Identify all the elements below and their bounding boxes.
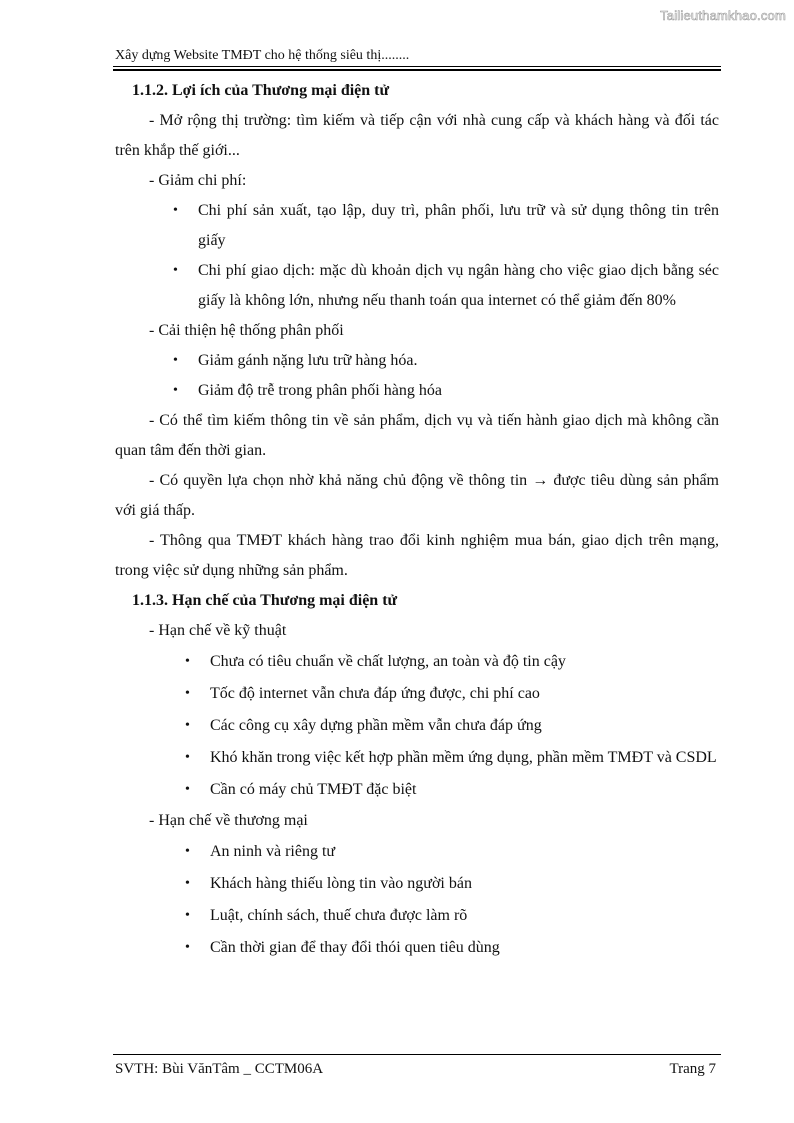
bullet-list <box>115 196 719 316</box>
bullet-icon: • <box>173 383 178 398</box>
dash-item: - Cải thiện hệ thống phân phối <box>149 322 344 339</box>
section-heading-1-1-2: 1.1.2. Lợi ích của Thương mại điện tử <box>132 82 390 99</box>
bullet-item: • Chi phí giao dịch: mặc dù khoản dịch vụ ngân hàng cho việc giao dịch bằng séc giấy là không lớn, nhưng nếu thanh toán qua internet có thể giảm đến 80% <box>115 256 719 316</box>
paragraph: - Mở rộng thị trường: tìm kiếm và tiếp cận với nhà cung cấp và khách hàng và đối tác trên khắp thế giới... <box>115 112 719 159</box>
bullet-item: • An ninh và riêng tư <box>115 836 719 868</box>
bullet-item: • Chi phí sản xuất, tạo lập, duy trì, phân phối, lưu trữ và sử dụng thông tin trên giấy <box>115 196 719 256</box>
bullet-item: • Khách hàng thiếu lòng tin vào người bán <box>115 868 719 900</box>
bullet-icon: • <box>185 844 190 859</box>
bullet-icon: • <box>173 263 178 278</box>
bullet-item: • Giảm gánh nặng lưu trữ hàng hóa. <box>115 346 719 376</box>
section-heading-1-1-3: 1.1.3. Hạn chế của Thương mại điện tử <box>132 592 398 609</box>
paragraph: - Có thể tìm kiếm thông tin về sản phẩm, dịch vụ và tiến hành giao dịch mà không cần quan tâm đến thời gian. <box>115 412 719 459</box>
bullet-icon: • <box>185 686 190 701</box>
running-header: Xây dựng Website TMĐT cho hệ thống siêu thị........ <box>115 48 410 63</box>
document-body <box>115 76 719 964</box>
bullet-icon: • <box>173 353 178 368</box>
bullet-item: • Luật, chính sách, thuế chưa được làm rõ <box>115 900 719 932</box>
footer-rule <box>113 1054 721 1055</box>
bullet-icon: • <box>185 940 190 955</box>
bullet-item: • Chưa có tiêu chuẩn về chất lượng, an toàn và độ tin cậy <box>115 646 719 678</box>
bullet-list <box>115 836 719 964</box>
bullet-item: • Giảm độ trễ trong phân phối hàng hóa <box>115 376 719 406</box>
dash-item: - Hạn chế về kỹ thuật <box>149 622 287 639</box>
bullet-icon: • <box>173 203 178 218</box>
bullet-item: • Cần có máy chủ TMĐT đặc biệt <box>115 774 719 806</box>
header-rule-thick <box>113 69 721 71</box>
dash-item: - Giảm chi phí: <box>149 172 247 189</box>
bullet-icon: • <box>185 718 190 733</box>
watermark: Tailieuthamkhao.com <box>660 8 786 23</box>
bullet-item: • Cần thời gian để thay đổi thói quen tiêu dùng <box>115 932 719 964</box>
bullet-list <box>115 646 719 806</box>
bullet-icon: • <box>185 750 190 765</box>
bullet-item: • Khó khăn trong việc kết hợp phần mềm ứng dụng, phần mềm TMĐT và CSDL <box>115 742 719 774</box>
bullet-icon: • <box>185 876 190 891</box>
dash-item: - Hạn chế về thương mại <box>149 812 308 829</box>
bullet-item: • Các công cụ xây dựng phần mềm vẫn chưa đáp ứng <box>115 710 719 742</box>
header-rule <box>113 66 721 67</box>
paragraph: - Có quyền lựa chọn nhờ khả năng chủ động về thông tin → được tiêu dùng sản phẩm với giá thấp. <box>115 472 719 519</box>
bullet-list <box>115 346 719 406</box>
paragraph: - Thông qua TMĐT khách hàng trao đổi kinh nghiệm mua bán, giao dịch trên mạng, trong việc sử dụng những sản phẩm. <box>115 532 719 579</box>
page-number: Trang 7 <box>669 1061 716 1077</box>
bullet-icon: • <box>185 654 190 669</box>
footer-author: SVTH: Bùi VănTâm _ CCTM06A <box>115 1061 324 1077</box>
bullet-item: • Tốc độ internet vẫn chưa đáp ứng được, chi phí cao <box>115 678 719 710</box>
bullet-icon: • <box>185 782 190 797</box>
bullet-icon: • <box>185 908 190 923</box>
